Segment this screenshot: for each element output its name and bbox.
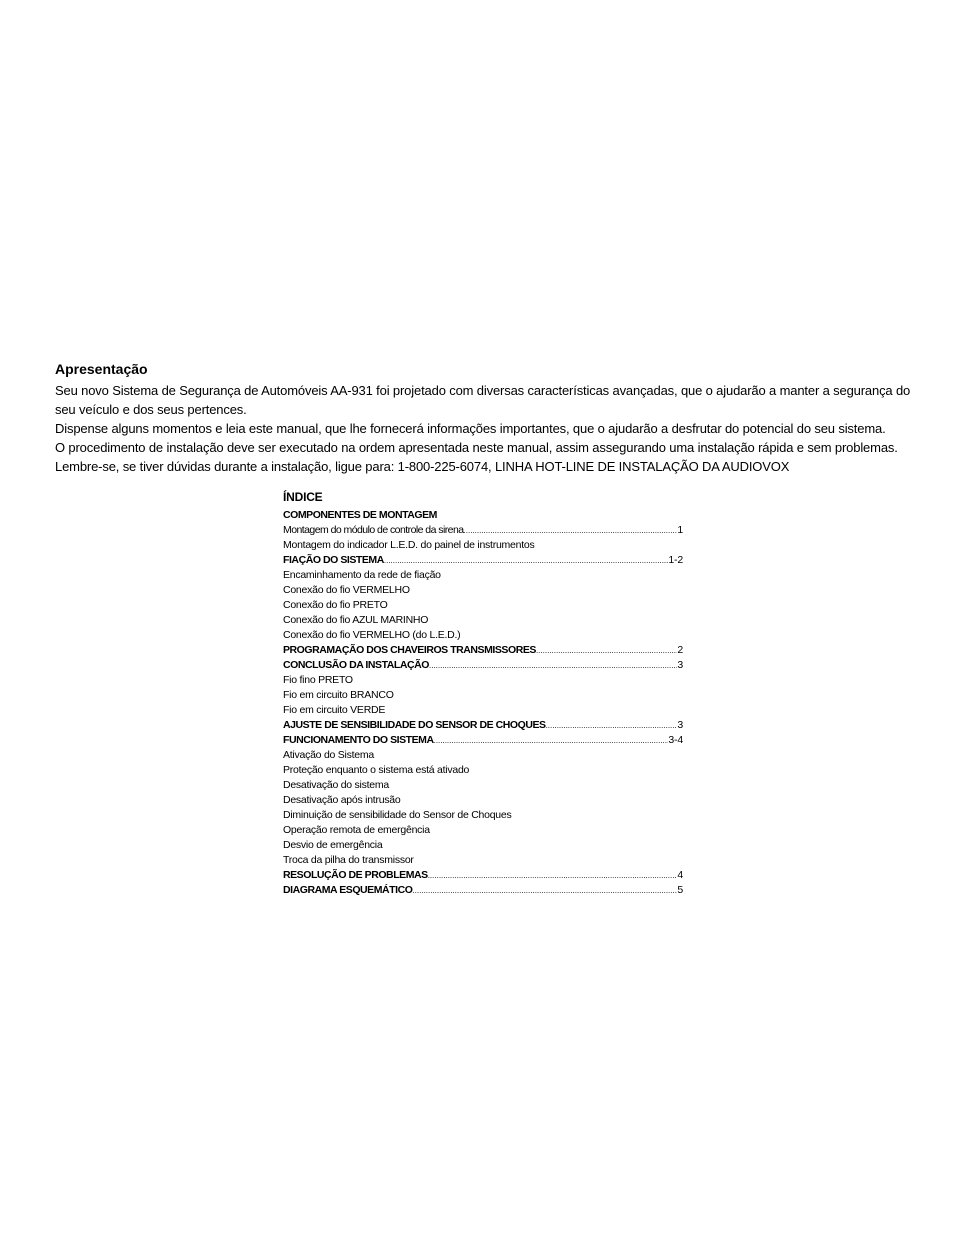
presentation-paragraph: Lembre-se, se tiver dúvidas durante a instalação, ligue para: 1-800-225-6074, LINHA HOT-LINE DE INSTALAÇÃO DA AUDIOVOX bbox=[55, 459, 790, 474]
toc-entry-label: AJUSTE DE SENSIBILIDADE DO SENSOR DE CHOQUES bbox=[283, 719, 546, 731]
toc-entry-label: COMPONENTES DE MONTAGEM bbox=[283, 509, 437, 521]
toc-entry-label: Fio em circuito VERDE bbox=[283, 704, 386, 716]
toc-entry[interactable] bbox=[283, 763, 683, 778]
toc-entry-label: Proteção enquanto o sistema está ativado bbox=[283, 764, 470, 776]
toc-entry-page: 1-2 bbox=[668, 554, 683, 566]
toc-entry[interactable] bbox=[283, 733, 683, 748]
presentation-title: Apresentação bbox=[55, 361, 148, 377]
toc-entry[interactable] bbox=[283, 523, 683, 538]
toc-entry[interactable] bbox=[283, 718, 683, 733]
toc-entry[interactable] bbox=[283, 853, 683, 868]
presentation-paragraph: O procedimento de instalação deve ser executado na ordem apresentada neste manual, assim assegurando uma instalação rápida e sem problemas. bbox=[55, 440, 898, 455]
toc-entry-label: Diminuição de sensibilidade do Sensor de Choques bbox=[283, 809, 512, 821]
toc-title: ÍNDICE bbox=[283, 490, 323, 504]
toc-entry-page: 5 bbox=[677, 884, 683, 896]
toc-dot-leader bbox=[434, 733, 669, 748]
toc-entry-label: Montagem do indicador L.E.D. do painel de instrumentos bbox=[283, 539, 535, 551]
toc-entry-label: Ativação do Sistema bbox=[283, 749, 374, 761]
toc-entry-label: Montagem do módulo de controle da sirena bbox=[283, 524, 464, 536]
toc-dot-leader bbox=[429, 658, 677, 673]
toc-entry-page: 4 bbox=[677, 869, 683, 881]
toc-entry-page: 3 bbox=[677, 659, 683, 671]
toc-entry-page: 3-4 bbox=[668, 734, 683, 746]
toc-entry-label: RESOLUÇÃO DE PROBLEMAS bbox=[283, 869, 428, 881]
toc-entry-label: Fio fino PRETO bbox=[283, 674, 353, 686]
toc-dot-leader bbox=[412, 883, 677, 898]
toc-dot-leader bbox=[384, 553, 669, 568]
toc-entry[interactable] bbox=[283, 778, 683, 793]
toc-entry-label: FIAÇÃO DO SISTEMA bbox=[283, 554, 384, 566]
toc-entry-label: CONCLUSÃO DA INSTALAÇÃO bbox=[283, 659, 429, 671]
toc-entry[interactable] bbox=[283, 868, 683, 883]
toc-entry-label: Desativação do sistema bbox=[283, 779, 389, 791]
toc-entry[interactable] bbox=[283, 553, 683, 568]
toc-entry-label: Troca da pilha do transmissor bbox=[283, 854, 414, 866]
toc-entry[interactable] bbox=[283, 628, 683, 643]
toc-entry[interactable] bbox=[283, 658, 683, 673]
toc-list bbox=[283, 508, 683, 898]
toc-dot-leader bbox=[464, 523, 678, 538]
toc-entry-label: Encaminhamento da rede de fiação bbox=[283, 569, 441, 581]
toc-entry[interactable] bbox=[283, 883, 683, 898]
toc-entry-label: Conexão do fio VERMELHO bbox=[283, 584, 410, 596]
toc-entry[interactable] bbox=[283, 808, 683, 823]
table-of-contents bbox=[283, 490, 683, 898]
toc-entry-label: DIAGRAMA ESQUEMÁTICO bbox=[283, 884, 413, 896]
toc-entry[interactable] bbox=[283, 568, 683, 583]
toc-entry[interactable] bbox=[283, 538, 683, 553]
toc-dot-leader bbox=[536, 643, 677, 658]
toc-entry[interactable] bbox=[283, 643, 683, 658]
toc-entry-label: Conexão do fio AZUL MARINHO bbox=[283, 614, 429, 626]
toc-entry[interactable] bbox=[283, 748, 683, 763]
presentation-paragraph: Seu novo Sistema de Segurança de Automóveis AA-931 foi projetado com diversas características avançadas, que o ajudarão a manter a segurança do seu veículo e dos seus pertences. bbox=[55, 383, 911, 417]
toc-entry[interactable] bbox=[283, 598, 683, 613]
toc-entry-label: Desativação após intrusão bbox=[283, 794, 401, 806]
toc-entry[interactable] bbox=[283, 793, 683, 808]
toc-dot-leader bbox=[546, 718, 678, 733]
presentation-section bbox=[55, 360, 925, 476]
toc-entry[interactable] bbox=[283, 703, 683, 718]
toc-entry-label: Fio em circuito BRANCO bbox=[283, 689, 394, 701]
toc-entry-label: Desvio de emergência bbox=[283, 839, 383, 851]
toc-entry[interactable] bbox=[283, 583, 683, 598]
toc-entry[interactable] bbox=[283, 613, 683, 628]
toc-entry[interactable] bbox=[283, 673, 683, 688]
toc-entry-page: 3 bbox=[677, 719, 683, 731]
toc-entry-label: PROGRAMAÇÃO DOS CHAVEIROS TRANSMISSORES bbox=[283, 644, 536, 656]
toc-entry-page: 1 bbox=[677, 524, 683, 536]
toc-entry[interactable] bbox=[283, 508, 683, 523]
toc-entry-page: 2 bbox=[677, 644, 683, 656]
toc-entry-label: FUNCIONAMENTO DO SISTEMA bbox=[283, 734, 434, 746]
toc-entry[interactable] bbox=[283, 838, 683, 853]
toc-entry[interactable] bbox=[283, 823, 683, 838]
toc-entry-label: Operação remota de emergência bbox=[283, 824, 430, 836]
toc-entry[interactable] bbox=[283, 688, 683, 703]
toc-entry-label: Conexão do fio VERMELHO (do L.E.D.) bbox=[283, 629, 461, 641]
presentation-paragraph: Dispense alguns momentos e leia este manual, que lhe fornecerá informações importantes, que o ajudarão a desfrutar do potencial do seu sistema. bbox=[55, 421, 886, 436]
toc-entry-label: Conexão do fio PRETO bbox=[283, 599, 388, 611]
toc-dot-leader bbox=[428, 868, 678, 883]
